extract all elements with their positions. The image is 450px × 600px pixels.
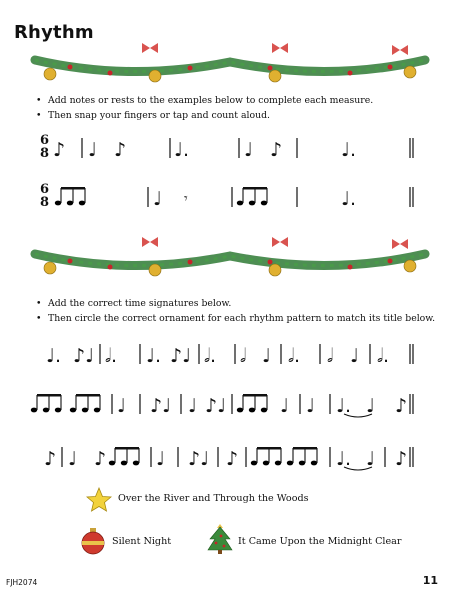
svg-text:♩: ♩: [366, 395, 375, 417]
svg-text:♪: ♪: [114, 139, 127, 161]
rhythm-pattern-2: [0, 388, 450, 418]
bow-icon: [142, 237, 408, 249]
svg-text:♩: ♩: [244, 139, 253, 161]
rhythm-exercise-2: [0, 181, 450, 211]
svg-text:♩: ♩: [88, 139, 97, 161]
ornament-title-tree: It Came Upon the Midnight Clear: [238, 536, 402, 547]
svg-text:♪♩: ♪♩: [188, 448, 210, 470]
svg-text:8: 8: [40, 195, 50, 210]
tree-ornament-icon[interactable]: [206, 523, 234, 555]
page-title: Rhythm: [14, 22, 94, 43]
time-signature-bottom: 8: [40, 146, 50, 161]
svg-text:♪♩: ♪♩: [150, 395, 172, 417]
svg-text:𝅗𝅥: 𝅗𝅥: [240, 345, 247, 367]
instruction-item: • Add notes or rests to the examples below to complete each measure.: [36, 93, 373, 108]
holly-garland-top: [30, 42, 430, 88]
svg-text:♩.: ♩.: [341, 188, 357, 210]
svg-text:♪♩: ♪♩: [170, 345, 192, 367]
bow-icon: [142, 43, 408, 55]
svg-text:♩.: ♩.: [341, 139, 357, 161]
beamed-eighths: [55, 187, 85, 205]
ball-ornament-icon[interactable]: [80, 526, 106, 556]
svg-text:♪: ♪: [226, 448, 239, 470]
instruction-item: • Then circle the correct ornament for each rhythm pattern to match its title below.: [36, 311, 435, 326]
ornament-title-star: Over the River and Through the Woods: [118, 493, 309, 504]
footer-code: FJH2074: [6, 578, 38, 587]
instruction-item: • Then snap your fingers or tap and count aloud.: [36, 108, 373, 123]
svg-text:♩: ♩: [68, 448, 77, 470]
svg-text:♩: ♩: [188, 395, 197, 417]
svg-text:♪: ♪: [44, 448, 57, 470]
page-number: 11: [422, 574, 438, 587]
rhythm-pattern-1: [0, 338, 450, 368]
svg-text:♩.: ♩.: [146, 345, 162, 367]
svg-text:♩: ♩: [280, 395, 289, 417]
svg-text:𝅗𝅥.: 𝅗𝅥.: [105, 345, 118, 367]
svg-text:𝅗𝅥.: 𝅗𝅥.: [377, 345, 390, 367]
svg-text:♪: ♪: [395, 395, 408, 417]
svg-text:♪♩: ♪♩: [73, 345, 95, 367]
holly-garland-middle: [30, 236, 430, 282]
svg-text:6: 6: [40, 182, 50, 197]
svg-text:♩.: ♩.: [174, 139, 190, 161]
svg-text:♩: ♩: [117, 395, 126, 417]
svg-text:♩.: ♩.: [336, 448, 352, 470]
time-signature-top: 6: [40, 133, 50, 148]
svg-text:♪: ♪: [94, 448, 107, 470]
svg-text:♩: ♩: [156, 448, 165, 470]
svg-text:♪♩: ♪♩: [205, 395, 227, 417]
svg-text:♪: ♪: [53, 139, 66, 161]
svg-text:♩.: ♩.: [46, 345, 62, 367]
svg-text:♩: ♩: [153, 188, 162, 210]
rhythm-exercise-1: [0, 132, 450, 162]
star-icon[interactable]: [86, 487, 112, 513]
instruction-item: • Add the correct time signatures below.: [36, 296, 435, 311]
svg-text:♩: ♩: [262, 345, 271, 367]
svg-text:♩: ♩: [366, 448, 375, 470]
svg-text:𝅗𝅥: 𝅗𝅥: [327, 345, 334, 367]
svg-text:♩: ♩: [350, 345, 359, 367]
svg-text:♩.: ♩.: [336, 395, 352, 417]
svg-text:𝄾: 𝄾: [184, 191, 188, 207]
svg-text:♩: ♩: [306, 395, 315, 417]
svg-text:𝅗𝅥.: 𝅗𝅥.: [204, 345, 217, 367]
svg-text:♪: ♪: [270, 139, 283, 161]
rhythm-pattern-3: [0, 441, 450, 471]
ornament-title-ball: Silent Night: [112, 536, 172, 547]
svg-text:𝅗𝅥.: 𝅗𝅥.: [288, 345, 301, 367]
svg-text:♪: ♪: [395, 448, 408, 470]
